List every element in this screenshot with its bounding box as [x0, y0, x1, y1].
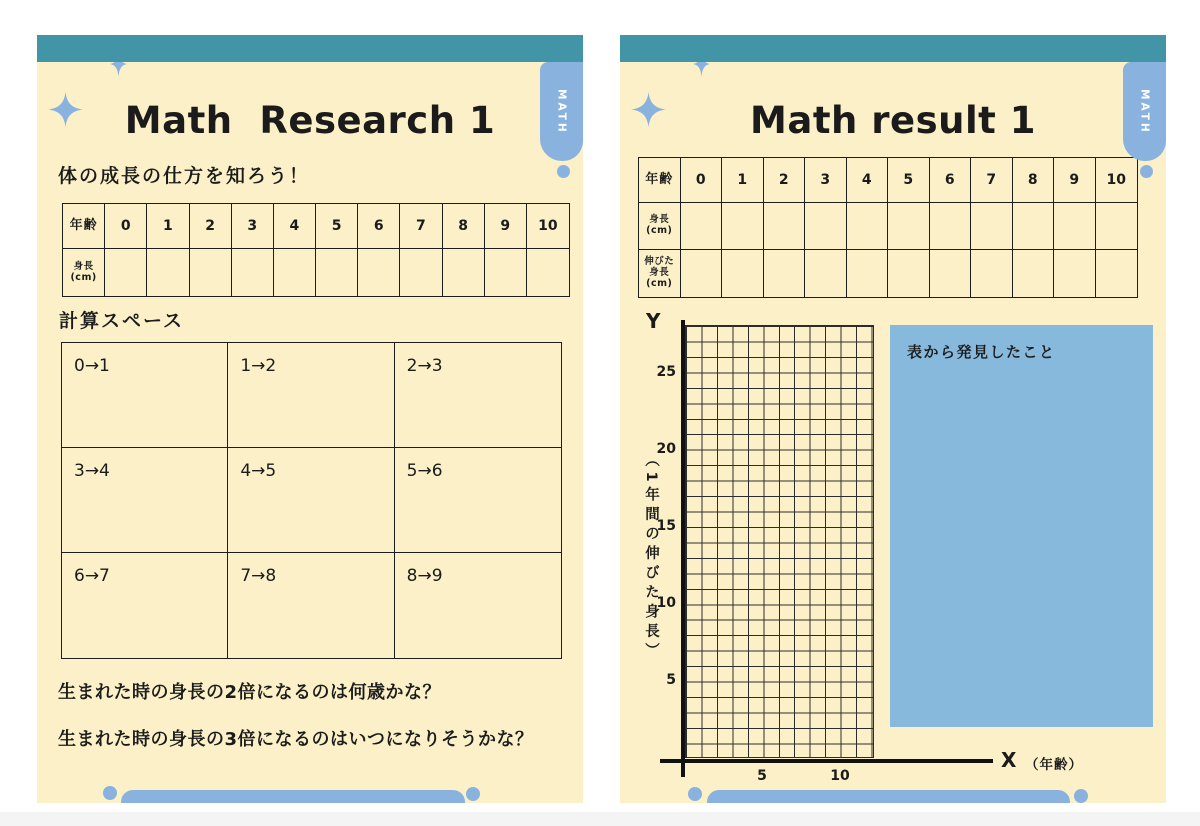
table-corner-age-label: 年齢: [639, 158, 681, 203]
age-header-cell: 10: [527, 204, 569, 249]
table-cell-empty: [1054, 250, 1096, 297]
table-cell-empty: [805, 203, 847, 250]
table-cell-empty: [722, 203, 764, 250]
worksheet-page-result: [620, 35, 1166, 803]
table-cell-empty: [847, 250, 889, 297]
table-cell-empty: [888, 250, 930, 297]
age-header-cell: 3: [805, 158, 847, 203]
height-by-age-table: [62, 203, 570, 297]
table-cell-empty: [1096, 203, 1138, 250]
table-cell-empty: [1054, 203, 1096, 250]
table-cell-empty: [316, 249, 358, 296]
table-cell-empty: [805, 250, 847, 297]
calc-cell: 3→4: [62, 448, 228, 553]
height-row-label: 身長 (cm): [639, 203, 681, 250]
table-cell-empty: [847, 203, 889, 250]
calc-cell: 7→8: [228, 553, 394, 658]
table-cell-empty: [105, 249, 147, 296]
table-cell-empty: [485, 249, 527, 296]
table-cell-empty: [1096, 250, 1138, 297]
calc-cell: 6→7: [62, 553, 228, 658]
age-header-cell: 8: [443, 204, 485, 249]
canvas-bottom-edge: [0, 812, 1200, 826]
math-tab-label: MATH: [555, 88, 568, 135]
math-subject-tab: [540, 62, 583, 161]
x-axis-letter: X: [1001, 748, 1017, 772]
table-cell-empty: [190, 249, 232, 296]
age-header-cell: 8: [1013, 158, 1055, 203]
decorative-dot: [557, 165, 570, 178]
table-cell-empty: [722, 250, 764, 297]
table-cell-empty: [971, 250, 1013, 297]
page-title: Math Research 1: [124, 99, 496, 142]
calc-cell: 8→9: [406, 566, 443, 586]
top-teal-bar: [620, 35, 1166, 62]
question-double-height: 生まれた時の身長の2倍になるのは何歳かな？: [58, 682, 442, 703]
age-header-cell: 7: [400, 204, 442, 249]
table-cell-empty: [274, 249, 316, 296]
age-header-cell: 4: [847, 158, 889, 203]
age-header-cell: 2: [764, 158, 806, 203]
grown-height-row-label: 伸びた 身長 (cm): [639, 250, 681, 297]
age-header-cell: 0: [105, 204, 147, 249]
result-table: [638, 157, 1138, 298]
y-axis-title: （1年間の伸びた身長）: [643, 451, 659, 663]
age-header-cell: 9: [485, 204, 527, 249]
top-teal-bar: [37, 35, 583, 62]
calc-cell: 5→6: [395, 448, 561, 553]
y-tick-label: 5: [666, 672, 676, 688]
lesson-subtitle: 体の成長の仕方を知ろう！: [58, 165, 311, 187]
decorative-dot: [103, 786, 117, 800]
table-cell-empty: [681, 203, 723, 250]
table-cell-empty: [930, 250, 972, 297]
graph-grid-paper: [685, 325, 874, 758]
sparkle-icon: [631, 92, 666, 127]
findings-panel: [890, 325, 1153, 727]
age-header-cell: 5: [316, 204, 358, 249]
bottom-decoration-bar: [121, 790, 465, 803]
math-subject-tab: [1123, 62, 1166, 161]
decorative-dot: [688, 787, 702, 801]
age-header-cell: 1: [147, 204, 189, 249]
table-cell-empty: [764, 203, 806, 250]
x-tick-label: 5: [757, 768, 767, 784]
y-tick-label: 10: [656, 595, 676, 611]
decorative-dot: [1074, 789, 1088, 803]
table-cell-empty: [930, 203, 972, 250]
age-header-cell: 3: [232, 204, 274, 249]
table-corner-age-label: 年齢: [63, 204, 105, 249]
table-cell-empty: [1013, 250, 1055, 297]
table-cell-empty: [888, 203, 930, 250]
y-tick-label: 25: [656, 364, 676, 380]
calc-cell: 1→2: [228, 343, 394, 448]
table-cell-empty: [358, 249, 400, 296]
table-cell-empty: [400, 249, 442, 296]
table-cell-empty: [443, 249, 485, 296]
age-header-cell: 1: [722, 158, 764, 203]
calc-cell: 4→5: [228, 448, 394, 553]
y-axis-line: [681, 320, 685, 777]
age-header-cell: 6: [358, 204, 400, 249]
findings-panel-title: 表から発見したこと: [907, 343, 1056, 361]
table-cell-empty: [147, 249, 189, 296]
table-cell-empty: [1013, 203, 1055, 250]
decorative-dot: [466, 787, 480, 801]
worksheet-page-research: [37, 35, 583, 803]
age-header-cell: 6: [930, 158, 972, 203]
question-triple-height: 生まれた時の身長の3倍になるのはいつになりそうかな？: [58, 729, 534, 750]
age-header-cell: 10: [1096, 158, 1138, 203]
table-cell-empty: [971, 203, 1013, 250]
age-header-cell: 2: [190, 204, 232, 249]
table-cell-empty: [681, 250, 723, 297]
table-cell-empty: [527, 249, 569, 296]
age-header-cell: 9: [1054, 158, 1096, 203]
sparkle-icon: [48, 92, 83, 127]
x-tick-label: 10: [830, 768, 850, 784]
calc-space-heading: 計算スペース: [59, 310, 185, 332]
calc-cell: 0→1: [62, 343, 228, 448]
age-header-cell: 4: [274, 204, 316, 249]
calc-cell: 2→3: [395, 343, 561, 448]
decorative-dot: [1140, 165, 1153, 178]
age-header-cell: 7: [971, 158, 1013, 203]
x-axis-line: [660, 759, 993, 763]
age-header-cell: 5: [888, 158, 930, 203]
x-axis-unit-label: （年齢）: [1025, 757, 1083, 773]
y-tick-label: 15: [656, 518, 676, 534]
table-cell-empty: [232, 249, 274, 296]
y-tick-label: 20: [656, 441, 676, 457]
age-header-cell: 0: [681, 158, 723, 203]
calc-space-grid: [61, 342, 562, 659]
table-cell-empty: [764, 250, 806, 297]
math-tab-label: MATH: [1138, 88, 1151, 135]
height-row-label: 身長 (cm): [63, 249, 105, 296]
y-axis-letter: Y: [646, 309, 661, 333]
page-title: Math result 1: [750, 99, 1036, 142]
bottom-decoration-bar: [707, 790, 1070, 803]
